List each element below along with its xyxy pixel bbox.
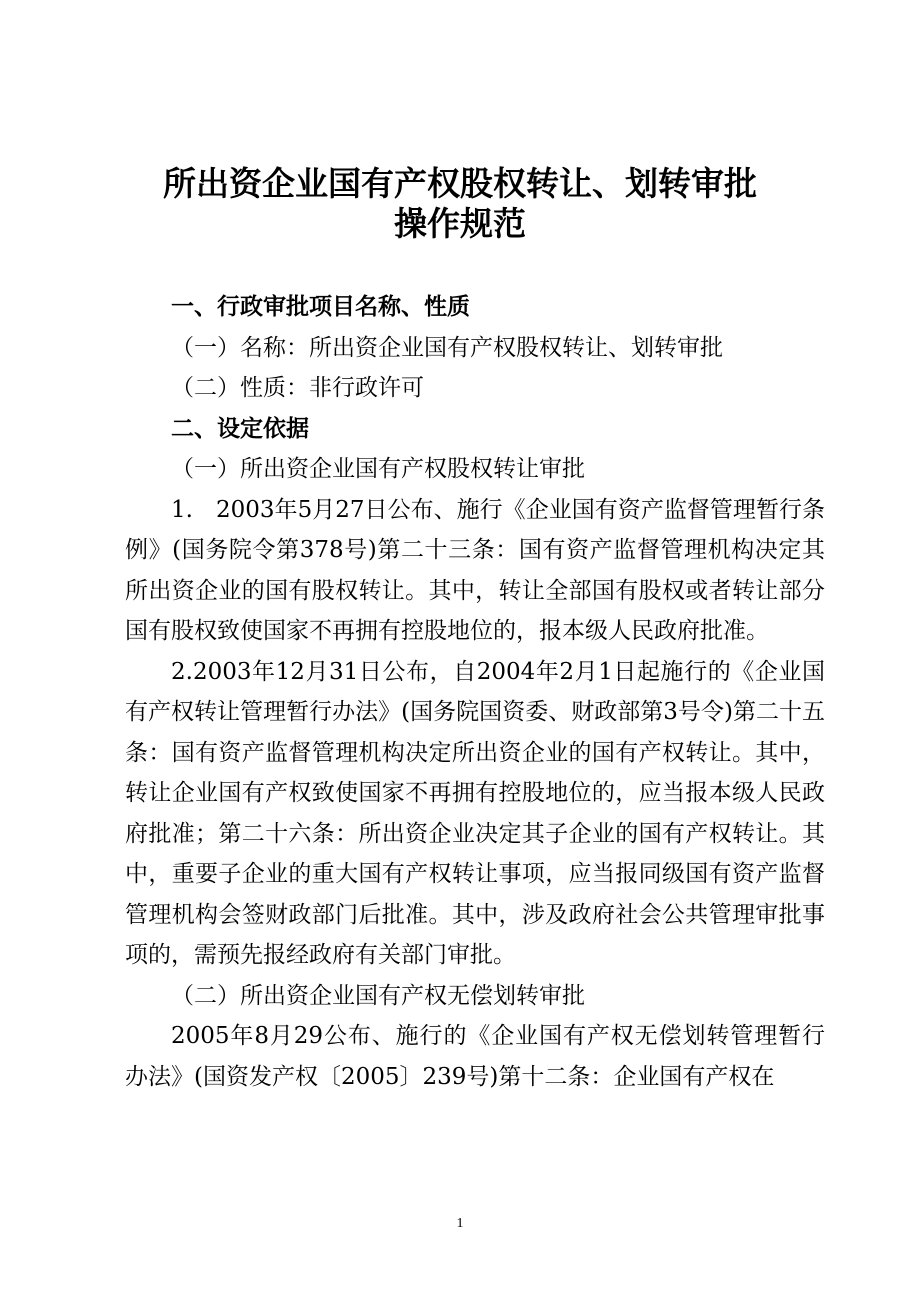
paragraph-basis-2: 2.2003年12月31日公布，自2004年2月1日起施行的《企业国有产权转让管理暂行办法》(国务院国资委、财政部第3号令)第二十五条：国有资产监督管理机构决定所出资企业的国有产权转让。其中，转让企业国有产权致使国家不再拥有控股地位的，应当报本级人民政府批准；第二十六条：所出资企业决定其子企业的国有产权转让。其中，重要子企业的重大国有产权转让事项，应当报同级国有资产监督管理机构会签财政部门后批准。其中，涉及政府社会公共管理审批事项的，需预先报经政府有关部门审批。 bbox=[125, 658, 825, 968]
item-name: （一）名称：所出资企业国有产权股权转让、划转审批 bbox=[171, 334, 723, 361]
section-heading-1: 一、行政审批项目名称、性质 bbox=[171, 294, 470, 320]
paragraph-basis-1: 1. 2003年5月27日公布、施行《企业国有资产监督管理暂行条例》(国务院令第378号)第二十三条：国有资产监督管理机构决定其所出资企业的国有股权转让。其中，转让全部国有股权或者转让部分国有股权致使国家不再拥有控股地位的，报本级人民政府批准。 bbox=[125, 496, 825, 644]
subsection-free-transfer-approval: （二）所出资企业国有产权无偿划转审批 bbox=[171, 982, 585, 1009]
item-nature: （二）性质：非行政许可 bbox=[171, 375, 424, 401]
subsection-transfer-approval: （一）所出资企业国有产权股权转让审批 bbox=[171, 456, 585, 482]
document-body bbox=[125, 287, 825, 1097]
document-title-line-2: 操作规范 bbox=[394, 204, 526, 243]
document-title-line-1: 所出资企业国有产权股权转让、划转审批 bbox=[163, 164, 757, 203]
page-number: 1 bbox=[456, 1216, 464, 1231]
section-heading-2: 二、设定依据 bbox=[171, 415, 309, 442]
paragraph-basis-3: 2005年8月29公布、施行的《企业国有产权无偿划转管理暂行办法》(国资发产权〔2005〕239号)第十二条：企业国有产权在 bbox=[125, 1023, 825, 1090]
